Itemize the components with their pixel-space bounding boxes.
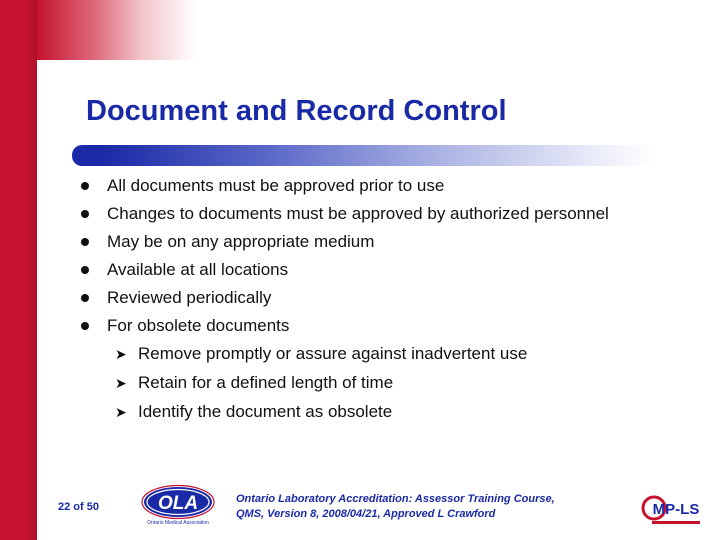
list-item: May be on any appropriate medium [78,231,638,253]
bullet-dot-icon [81,210,89,218]
bullet-dot-icon [81,266,89,274]
svg-text:Ontario Medical Association: Ontario Medical Association [147,520,209,526]
footer-line-1: Ontario Laboratory Accreditation: Assessor Training Course, [236,493,555,505]
svg-text:OLA: OLA [157,493,199,514]
bullet-list [78,175,638,430]
footer-citation [236,492,636,522]
left-red-band [0,0,37,540]
arrowhead-bullet-icon: ➤ [115,404,127,420]
arrowhead-bullet-icon: ➤ [115,346,127,362]
mpls-logo [640,494,704,528]
svg-text:MP-LS: MP-LS [652,501,700,518]
footer-line-2: QMS, Version 8, 2008/04/21, Approved L Crawford [236,508,496,520]
list-item: Available at all locations [78,259,638,281]
ola-logo [140,484,216,526]
list-item: Changes to documents must be approved by authorized personnel [78,203,638,225]
list-item: All documents must be approved prior to use [78,175,638,197]
sub-list-item: ➤ Remove promptly or assure against inadvertent use [115,344,528,363]
sub-list-item: ➤ Identify the document as obsolete [115,402,393,421]
page-number: 22 of 50 [58,501,99,513]
bullet-dot-icon [81,238,89,246]
list-item: Reviewed periodically [78,287,638,309]
slide-title: Document and Record Control [86,95,507,127]
bullet-dot-icon [81,182,89,190]
arrowhead-bullet-icon: ➤ [115,375,127,391]
top-red-fade [37,0,197,60]
sub-list-item: ➤ Retain for a defined length of time [115,373,394,392]
bullet-dot-icon [81,322,89,330]
bullet-dot-icon [81,294,89,302]
list-item: For obsolete documents [78,315,638,337]
title-underline-bar [72,145,652,166]
